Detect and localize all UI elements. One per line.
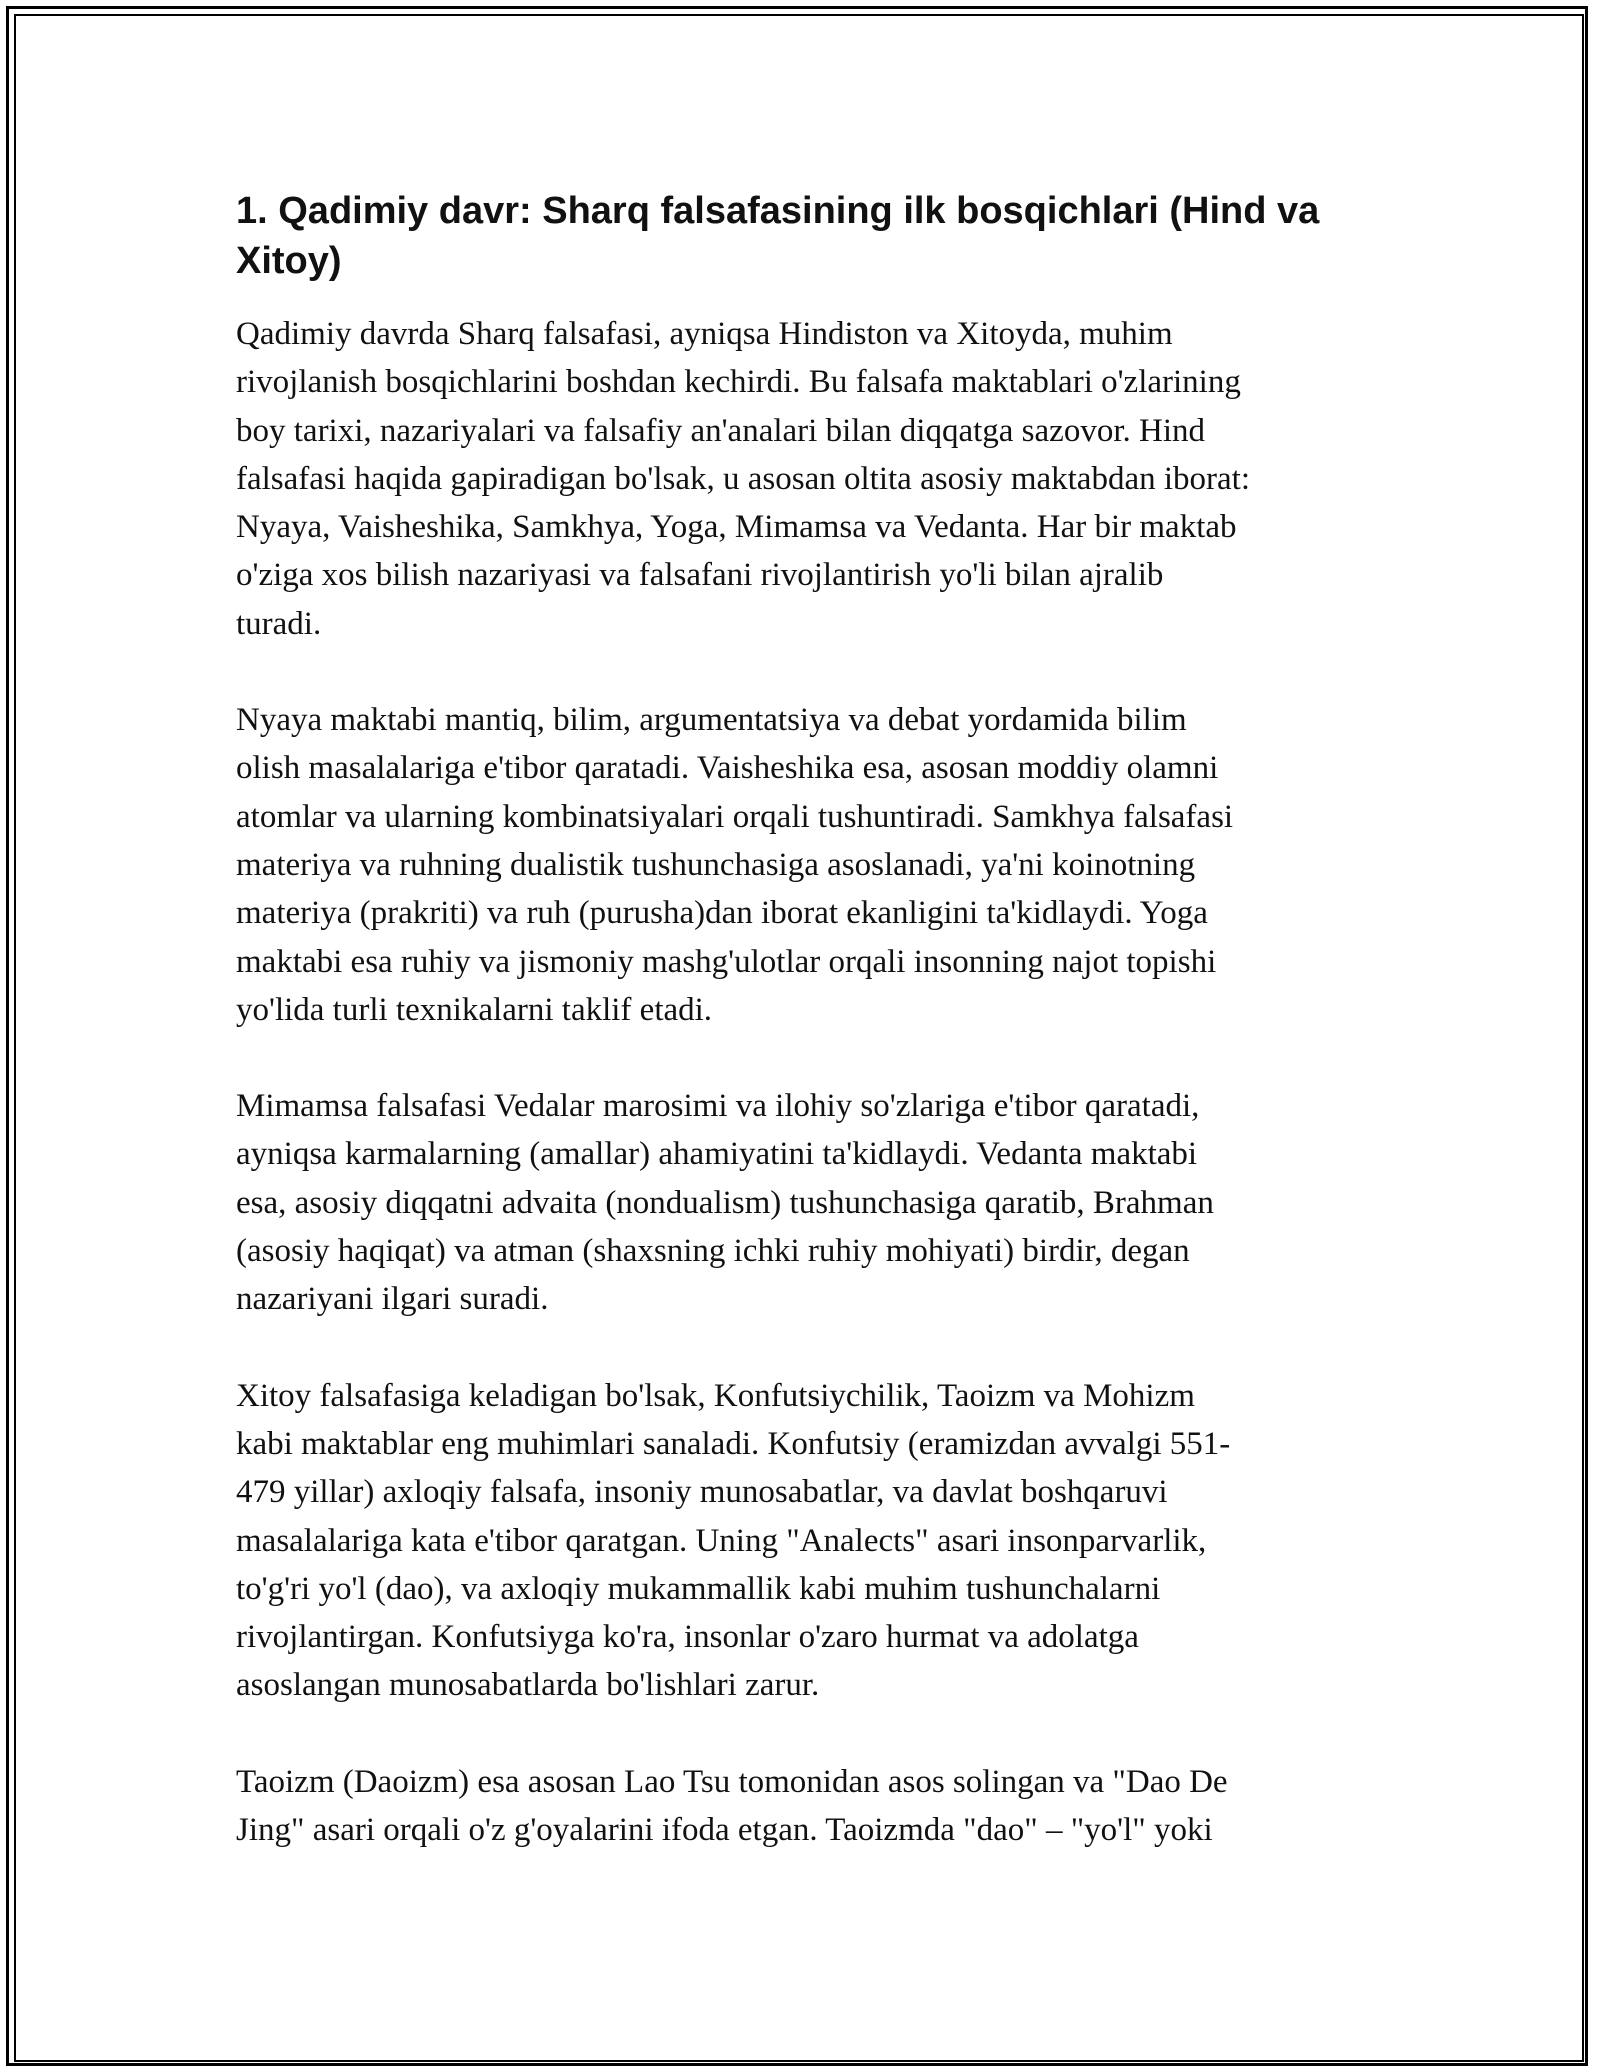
section-heading: 1. Qadimiy davr: Sharq falsafasining ilk bosqichlari (Hind va Xitoy)	[236, 190, 1320, 282]
paragraph-chinese-philosophy-confucius: Xitoy falsafasiga keladigan bo'lsak, Konfutsiychilik, Taoizm va Mohizm kabi maktablar eng muhimlari sanaladi. Konfutsiy (eramizdan avvalgi 551- 479 yillar) axloqiy falsafa, insoniy munosabatlar, va davlat boshqaruvi masalalariga kata e'tibor qaratgan. Uning "Analects" asari insonparvarlik, to'g'ri yo'l (dao), va axloqiy mukammallik kabi muhim tushunchalarni rivojlantirgan. Konfutsiyga ko'ra, insonlar o'zaro hurmat va adolatga asoslangan munosabatlarda bo'lishlari zarur.	[236, 1377, 1231, 1704]
paragraph-mimamsa-vedanta: Mimamsa falsafasi Vedalar marosimi va ilohiy so'zlariga e'tibor qaratadi, ayniqsa karmalarning (amallar) ahamiyatini ta'kidlaydi. Vedanta maktabi esa, asosiy diqqatni advaita (nondualism) tushunchasiga qaratib, Brahman (asosiy haqiqat) va atman (shaxsning ichki ruhiy mohiyati) birdir, degan nazariyani ilgari suradi.	[236, 1088, 1214, 1318]
paragraph-nyaya-vaisheshika-samkhya-yoga: Nyaya maktabi mantiq, bilim, argumentatsiya va debat yordamida bilim olish masalalariga e'tibor qaratadi. Vaisheshika esa, asosan moddiy olamni atomlar va ularning kombinatsiyalari orqali tushuntiradi. Samkhya falsafasi materiya va ruhning dualistik tushunchasiga asoslanadi, ya'ni koinotning materiya (prakriti) va ruh (purusha)dan iborat ekanligini ta'kidlaydi. Yoga maktabi esa ruhiy va jismoniy mashg'ulotlar orqali insonning najot topishi yo'lida turli texnikalarni taklif etadi.	[236, 702, 1234, 1028]
paragraph-indian-schools-intro: Qadimiy davrda Sharq falsafasi, ayniqsa Hindiston va Xitoyda, muhim rivojlanish bosqichlarini boshdan kechirdi. Bu falsafa maktablari o'zlarining boy tarixi, nazariyalari va falsafiy an'analari bilan diqqatga sazovor. Hind falsafasi haqida gapiradigan bo'lsak, u asosan oltita asosiy maktabdan iborat: Nyaya, Vaisheshika, Samkhya, Yoga, Mimamsa va Vedanta. Har bir maktab o'ziga xos bilish nazariyasi va falsafani rivojlantirish yo'li bilan ajralib turadi.	[236, 316, 1250, 642]
paragraph-taoism: Taoizm (Daoizm) esa asosan Lao Tsu tomonidan asos solingan va "Dao De Jing" asari orqali o'z g'oyalarini ifoda etgan. Taoizmda "dao" – "yo'l" yoki	[236, 1763, 1228, 1849]
document-body	[236, 186, 1376, 1854]
